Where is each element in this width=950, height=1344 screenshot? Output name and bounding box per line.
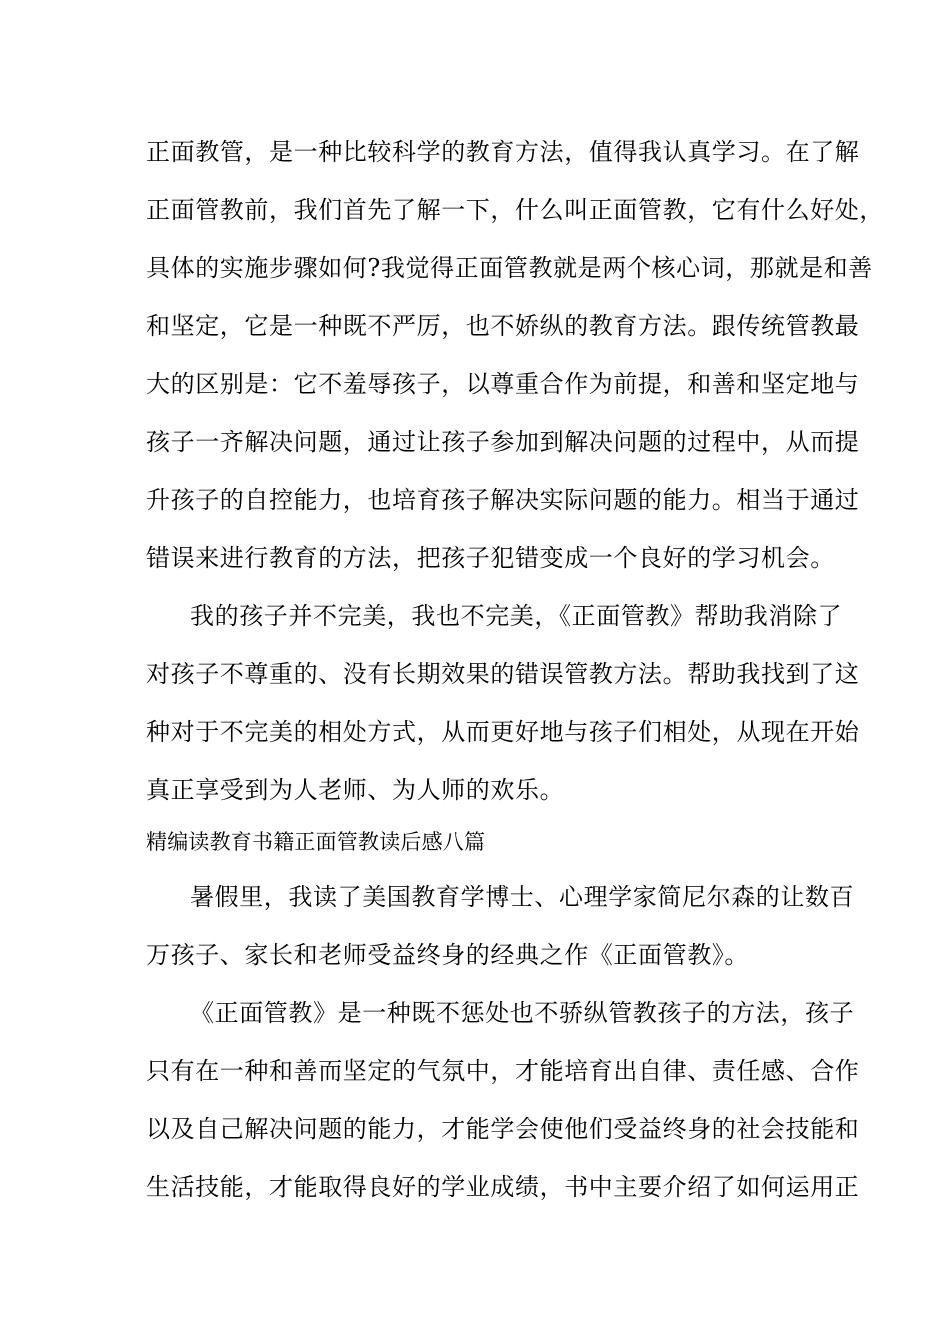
paragraph-line: 《正面管教》是一种既不惩处也不骄纵管教孩子的方法，孩子 <box>190 999 855 1027</box>
paragraph-line: 对孩子不尊重的、没有长期效果的错误管教方法。帮助我找到了这 <box>146 660 860 688</box>
paragraph-line: 大的区别是：它不羞辱孩子，以尊重合作为前提，和善和坚定地与 <box>146 370 860 398</box>
paragraph-line: 只有在一种和善而坚定的气氛中，才能培育出自律、责任感、合作 <box>146 1057 860 1085</box>
paragraph-line: 种对于不完美的相处方式，从而更好地与孩子们相处，从现在开始 <box>146 718 860 746</box>
paragraph-line: 万孩子、家长和老师受益终身的经典之作《正面管教》。 <box>146 941 749 969</box>
paragraph-line: 正面管教前，我们首先了解一下，什么叫正面管教，它有什么好处， <box>146 196 884 224</box>
paragraph-line: 正面教管，是一种比较科学的教育方法，值得我认真学习。在了解 <box>146 138 860 166</box>
paragraph-line: 真正享受到为人老师、为人师的欢乐。 <box>146 776 565 804</box>
paragraph-line: 和坚定，它是一种既不严厉，也不娇纵的教育方法。跟传统管教最 <box>146 312 860 340</box>
paragraph-line: 暑假里，我读了美国教育学博士、心理学家简尼尔森的让数百 <box>190 883 855 911</box>
paragraph-line: 具体的实施步骤如何?我觉得正面管教就是两个核心词，那就是和善 <box>146 254 873 282</box>
section-heading: 精编读教育书籍正面管教读后感八篇 <box>146 830 486 854</box>
paragraph-line: 生活技能，才能取得良好的学业成绩，书中主要介绍了如何运用正 <box>146 1173 860 1201</box>
paragraph-line: 升孩子的自控能力，也培育孩子解决实际问题的能力。相当于通过 <box>146 486 860 514</box>
paragraph-line: 以及自己解决问题的能力，才能学会使他们受益终身的社会技能和 <box>146 1115 860 1143</box>
paragraph-line: 孩子一齐解决问题，通过让孩子参加到解决问题的过程中，从而提 <box>146 428 860 456</box>
paragraph-line: 我的孩子并不完美，我也不完美，《正面管教》帮助我消除了 <box>190 602 843 630</box>
paragraph-line: 错误来进行教育的方法，把孩子犯错变成一个良好的学习机会。 <box>146 544 835 572</box>
